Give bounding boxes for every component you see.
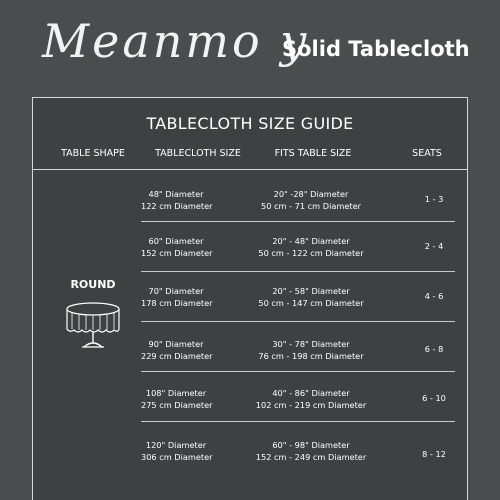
fits-inches: 20" - 58" Diameter bbox=[272, 286, 350, 296]
fits-cm: 152 cm - 249 cm Diameter bbox=[255, 452, 367, 462]
fits-inches: 40" - 86" Diameter bbox=[272, 388, 350, 398]
seats-cell: 6 - 10 bbox=[422, 393, 446, 403]
product-title: Solid Tablecloth bbox=[282, 37, 470, 61]
size-inches: 120" Diameter bbox=[145, 440, 207, 450]
table-row bbox=[141, 285, 471, 335]
seats-cell: 2 - 4 bbox=[424, 241, 444, 251]
column-header-size: TABLECLOTH SIZE bbox=[155, 148, 241, 159]
fits-inches: 60" - 98" Diameter bbox=[272, 440, 350, 450]
fits-table-cell bbox=[247, 285, 375, 309]
seats-cell: 4 - 6 bbox=[424, 291, 444, 301]
size-cm: 229 cm Diameter bbox=[141, 351, 213, 361]
column-header-shape: TABLE SHAPE bbox=[61, 148, 125, 159]
fits-table-cell bbox=[247, 235, 375, 259]
fits-cm: 102 cm - 219 cm Diameter bbox=[255, 400, 367, 410]
table-row bbox=[141, 439, 471, 489]
size-cm: 152 cm Diameter bbox=[141, 248, 213, 258]
column-header-fits: FITS TABLE SIZE bbox=[274, 148, 352, 159]
header-divider bbox=[33, 169, 467, 170]
tablecloth-size-cell bbox=[141, 235, 211, 259]
brand-logo: Meanmo y bbox=[42, 14, 310, 68]
table-row bbox=[141, 387, 471, 437]
fits-table-cell bbox=[247, 338, 375, 362]
size-cm: 306 cm Diameter bbox=[141, 452, 213, 462]
fits-inches: 20" -28" Diameter bbox=[273, 189, 349, 199]
tablecloth-size-cell bbox=[141, 439, 211, 463]
fits-inches: 30" - 78" Diameter bbox=[272, 339, 350, 349]
tablecloth-size-cell bbox=[141, 188, 211, 212]
page-header bbox=[0, 0, 500, 92]
table-row bbox=[141, 188, 471, 238]
fits-inches: 20" - 48" Diameter bbox=[272, 236, 350, 246]
tablecloth-size-cell bbox=[141, 338, 211, 362]
size-inches: 90" Diameter bbox=[148, 339, 204, 349]
guide-title: TABLECLOTH SIZE GUIDE bbox=[146, 114, 354, 133]
table-row bbox=[141, 338, 471, 388]
fits-cm: 50 cm - 71 cm Diameter bbox=[261, 201, 361, 211]
fits-table-cell bbox=[247, 188, 375, 212]
size-cm: 275 cm Diameter bbox=[141, 400, 213, 410]
size-cm: 178 cm Diameter bbox=[141, 298, 213, 308]
seats-cell: 1 - 3 bbox=[424, 194, 444, 204]
fits-cm: 76 cm - 198 cm Diameter bbox=[258, 351, 364, 361]
size-inches: 60" Diameter bbox=[148, 236, 204, 246]
tablecloth-size-cell bbox=[141, 387, 211, 411]
table-row bbox=[141, 235, 471, 285]
fits-cm: 50 cm - 147 cm Diameter bbox=[258, 298, 364, 308]
fits-table-cell bbox=[247, 387, 375, 411]
size-guide-panel bbox=[32, 97, 468, 500]
table-shape-cell bbox=[48, 278, 138, 351]
fits-table-cell bbox=[247, 439, 375, 463]
size-inches: 48" Diameter bbox=[148, 189, 204, 199]
fits-cm: 50 cm - 122 cm Diameter bbox=[258, 248, 364, 258]
column-header-seats: SEATS bbox=[412, 148, 442, 159]
size-cm: 122 cm Diameter bbox=[141, 201, 213, 211]
round-table-icon bbox=[60, 299, 126, 351]
size-inches: 70" Diameter bbox=[148, 286, 204, 296]
seats-cell: 6 - 8 bbox=[424, 344, 444, 354]
shape-label: ROUND bbox=[70, 278, 116, 291]
size-inches: 108" Diameter bbox=[145, 388, 207, 398]
tablecloth-size-cell bbox=[141, 285, 211, 309]
seats-cell: 8 - 12 bbox=[422, 449, 446, 459]
